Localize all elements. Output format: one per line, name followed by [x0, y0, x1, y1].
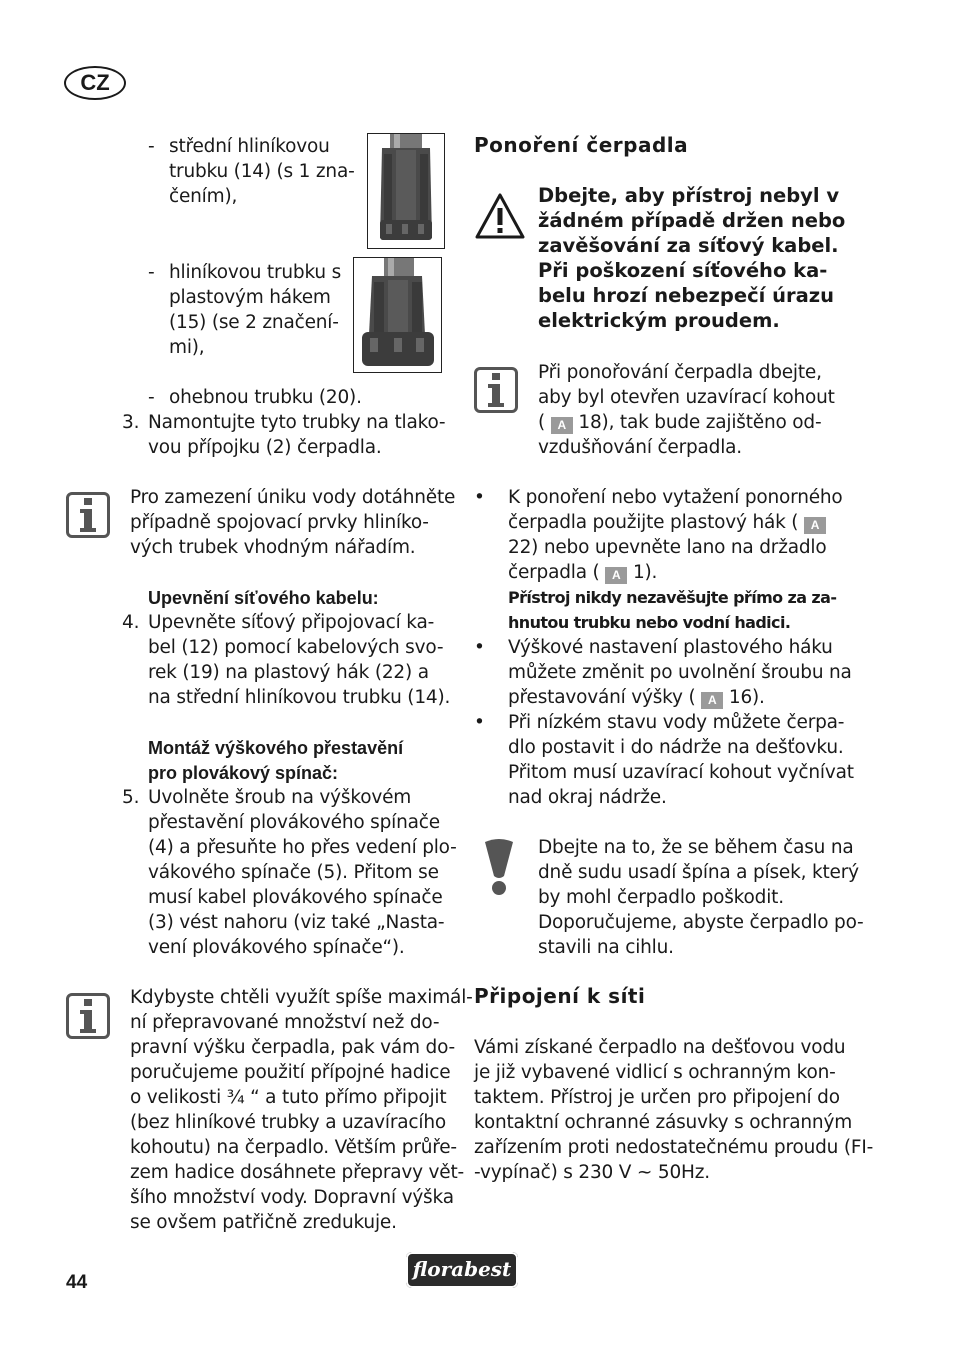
warning-triangle-icon	[474, 192, 526, 247]
step-3: 3. Namontujte tyto trubky na tlako- vou přípojku (2) čerpadla.	[122, 412, 446, 458]
figure-a-badge: A	[605, 567, 627, 584]
subheading: Upevnění síťového kabelu:	[148, 588, 379, 608]
info-text: Pro zamezení úniku vody dotáhněte případně spojovací prvky hliníko- vých trubek vhodným nářadím.	[130, 487, 456, 558]
info-icon	[66, 993, 110, 1039]
paragraph: Vámi získané čerpadlo na dešťovou vodu je již vybavené vidlicí s ochranným kon- taktem. Přístroj je určen pro připojení do kontaktní ochranné zásuvky s ochranným zařízením proti nedostatečnému proudu (FI- -vypínač) s 230 V ~ 50Hz.	[474, 1037, 874, 1183]
list-item: - střední hliníkovou trubku (14) (s 1 zna- čením),	[148, 136, 355, 207]
aluminium-tube-image-2	[353, 257, 442, 373]
figure-a-badge: A	[804, 517, 826, 534]
list-item: • K ponoření nebo vytažení ponorného	[474, 487, 843, 508]
list-item: - hliníkovou trubku s plastovým hákem (15) (se 2 značení- mi),	[148, 262, 342, 358]
figure-a-badge: A	[701, 692, 723, 709]
section-heading: Připojení k síti	[474, 984, 646, 1008]
section-heading: Ponoření čerpadla	[474, 133, 689, 157]
step-5: 5. Uvolněte šroub na výškovém přestavění plovákového spínače (4) a přesuňte ho přes vedení plo- vákového spínače (5). Přitom se musí kabel plovákového spínače (3) vést nahoru (viz také „Nasta- vení plovákového spínače“).	[122, 787, 457, 958]
exclamation-icon	[474, 838, 524, 903]
info-icon	[474, 367, 518, 413]
step-4: 4. Upevněte síťový připojovací ka- bel (12) pomocí kabelových svo- rek (19) na plastový hák (22) a na střední hliníkovou trubku (14).	[122, 612, 451, 708]
brand-logo: florabest	[406, 1252, 518, 1288]
bullet-list: • K ponoření nebo vytažení ponorného čerpadla použijte plastový hák ( A 22) nebo upevněte lano na držadlo čerpadla ( A 1). Přístroj nikdy nezavěšujte přímo za za- hnutou trubku nebo vodní hadici. • Výškové nastavení plastového háku můžete změnit po uvolnění šroubu na přestavování výšky ( A 16). • Při nízkém stavu vody můžete čerpa- dlo postavit i do nádrže na dešťovku. Přitom musí uzavírací kohout vyčnívat nad okraj nádrže.	[474, 485, 874, 810]
info-icon	[66, 492, 110, 538]
info-text: Kdybyste chtěli využít spíše maximál- ní přepravované množství než do- pravní výšku čerpadla, pak vám do- poručujeme použití přípojné hadice o velikosti ¾ “ a tuto přímo připojit (bez hliníkové trubky a uzavíracího kohoutu) na čerpadlo. Větším průře- zem hadice dosáhnete přepravy vět- šího množství vody. Dopravní výška se ovšem patřičně zredukuje.	[130, 987, 473, 1233]
list-item: • Při nízkém stavu vody můžete čerpa-	[474, 712, 845, 733]
figure-a-badge: A	[551, 417, 573, 434]
list-item: - ohebnou trubku (20).	[148, 387, 362, 408]
info-text: Při ponořování čerpadla dbejte, aby byl otevřen uzavírací kohout ( A 18), tak bude zajištěno od- vzdušňování čerpadla.	[538, 362, 835, 458]
warning-text: Dbejte, aby přístroj nebyl v žádném případě držen nebo zavěšování za síťový kabel. Při poškození síťového ka- belu hrozí nebezpečí úrazu elektrickým proudem.	[538, 184, 846, 332]
note-text: Dbejte na to, že se během času na dně sudu usadí špína a písek, který by mohl čerpadlo poškodit. Doporučujeme, abyste čerpadlo po- stavili na cihlu.	[538, 837, 864, 958]
page-number: 44	[66, 1272, 88, 1293]
list-item: • Výškové nastavení plastového háku	[474, 637, 833, 658]
language-badge: CZ	[64, 66, 126, 100]
aluminium-tube-image-1	[367, 133, 445, 249]
subheading: Montáž výškového přestavění pro plovákový spínač:	[148, 738, 404, 783]
